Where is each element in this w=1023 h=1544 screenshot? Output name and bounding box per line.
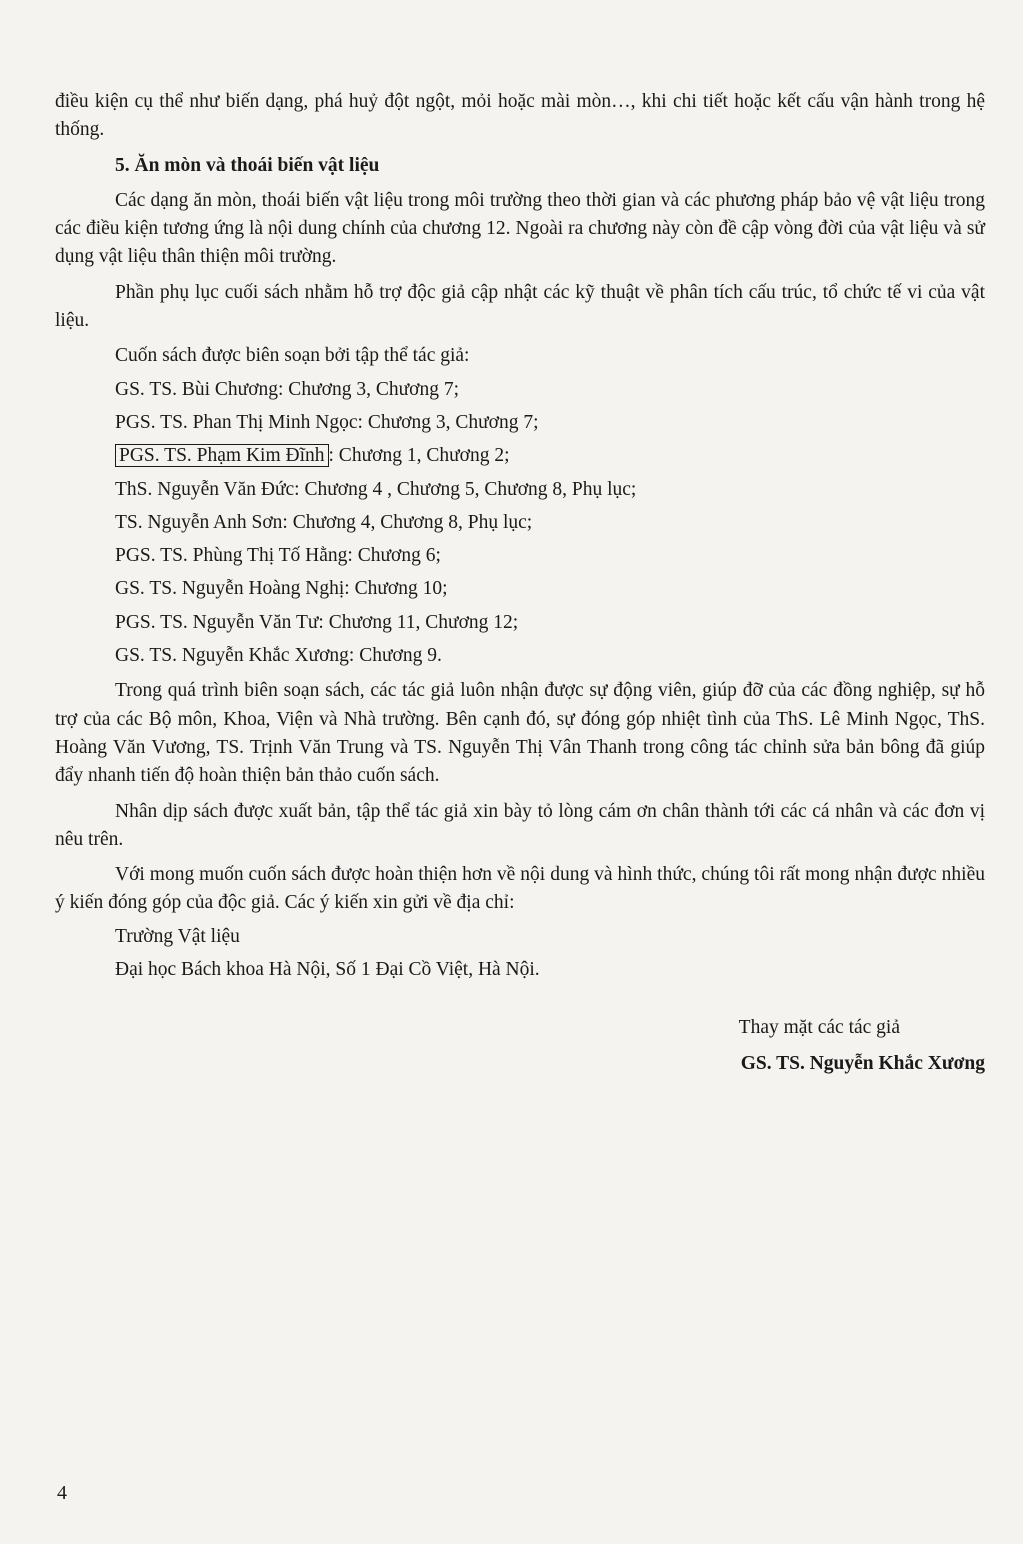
author-chapters: : Chương 1, Chương 2;: [328, 445, 510, 467]
address-line-2: Đại học Bách khoa Hà Nội, Số 1 Đại Cồ Việt, Hà Nội.: [115, 959, 540, 981]
author-line: ThS. Nguyễn Văn Đức: Chương 4 , Chương 5, Chương 8, Phụ lục;: [115, 478, 637, 500]
paragraph-appendix: Phần phụ lục cuối sách nhằm hỗ trợ độc giả cập nhật các kỹ thuật về phân tích cấu trúc, tổ chức tế vi của vật liệu.: [55, 281, 985, 332]
signature-role: Thay mặt các tác giả: [738, 1017, 900, 1039]
paragraph-thanks: Nhân dịp sách được xuất bản, tập thể tác giả xin bày tỏ lòng cám ơn chân thành tới các cá nhân và các đơn vị nêu trên.: [55, 800, 985, 850]
author-line: PGS. TS. Phan Thị Minh Ngọc: Chương 3, Chương 7;: [115, 411, 539, 433]
section-heading-5: 5. Ăn mòn và thoái biến vật liệu: [115, 154, 380, 176]
signature-name: GS. TS. Nguyễn Khắc Xương: [740, 1052, 985, 1074]
paragraph-feedback: Với mong muốn cuốn sách được hoàn thiện hơn về nội dung và hình thức, chúng tôi rất mong nhận được nhiều ý kiến đóng góp của độc giả. Các ý kiến xin gửi về địa chỉ:: [55, 864, 985, 914]
paragraph-authors-intro: Cuốn sách được biên soạn bởi tập thể tác giả:: [115, 345, 470, 367]
author-line: PGS. TS. Nguyễn Văn Tư: Chương 11, Chương 12;: [115, 611, 519, 633]
author-line: GS. TS. Nguyễn Hoàng Nghị: Chương 10;: [115, 578, 448, 600]
address-line-1: Trường Vật liệu: [115, 925, 240, 947]
author-line: GS. TS. Bùi Chương: Chương 3, Chương 7;: [115, 378, 460, 400]
author-line: PGS. TS. Phùng Thị Tố Hằng: Chương 6;: [115, 545, 441, 567]
author-line: GS. TS. Nguyễn Khắc Xương: Chương 9.: [115, 645, 442, 667]
author-line-boxed: [55, 442, 985, 470]
boxed-author-name: PGS. TS. Phạm Kim Đĩnh: [115, 444, 329, 467]
paragraph-corrosion: Các dạng ăn mòn, thoái biến vật liệu trong môi trường theo thời gian và các phương pháp bảo vệ vật liệu trong các điều kiện tương ứng là nội dung chính của chương 12. Ngoài ra chương này còn đề cập vòng đời của vật liệu và sử dụng vật liệu thân thiện môi trường.: [55, 189, 985, 268]
page-body: [55, 88, 985, 1078]
author-line: TS. Nguyễn Anh Sơn: Chương 4, Chương 8, Phụ lục;: [115, 511, 533, 533]
paragraph-acknowledgement: Trong quá trình biên soạn sách, các tác giả luôn nhận được sự động viên, giúp đỡ của các đồng nghiệp, sự hỗ trợ của các Bộ môn, Khoa, Viện và Nhà trường. Bên cạnh đó, sự đóng góp nhiệt tình của ThS. Lê Minh Ngọc, ThS. Hoàng Văn Vương, TS. Trịnh Văn Trung và TS. Nguyễn Thị Vân Thanh trong công tác chỉnh sửa bản bông đã giúp đẩy nhanh tiến độ hoàn thiện bản thảo cuốn sách.: [55, 680, 985, 787]
paragraph-continuation: điều kiện cụ thể như biến dạng, phá huỷ đột ngột, mỏi hoặc mài mòn…, khi chi tiết hoặc kết cấu vận hành trong hệ thống.: [55, 91, 985, 141]
page-number: 4: [57, 1482, 67, 1504]
